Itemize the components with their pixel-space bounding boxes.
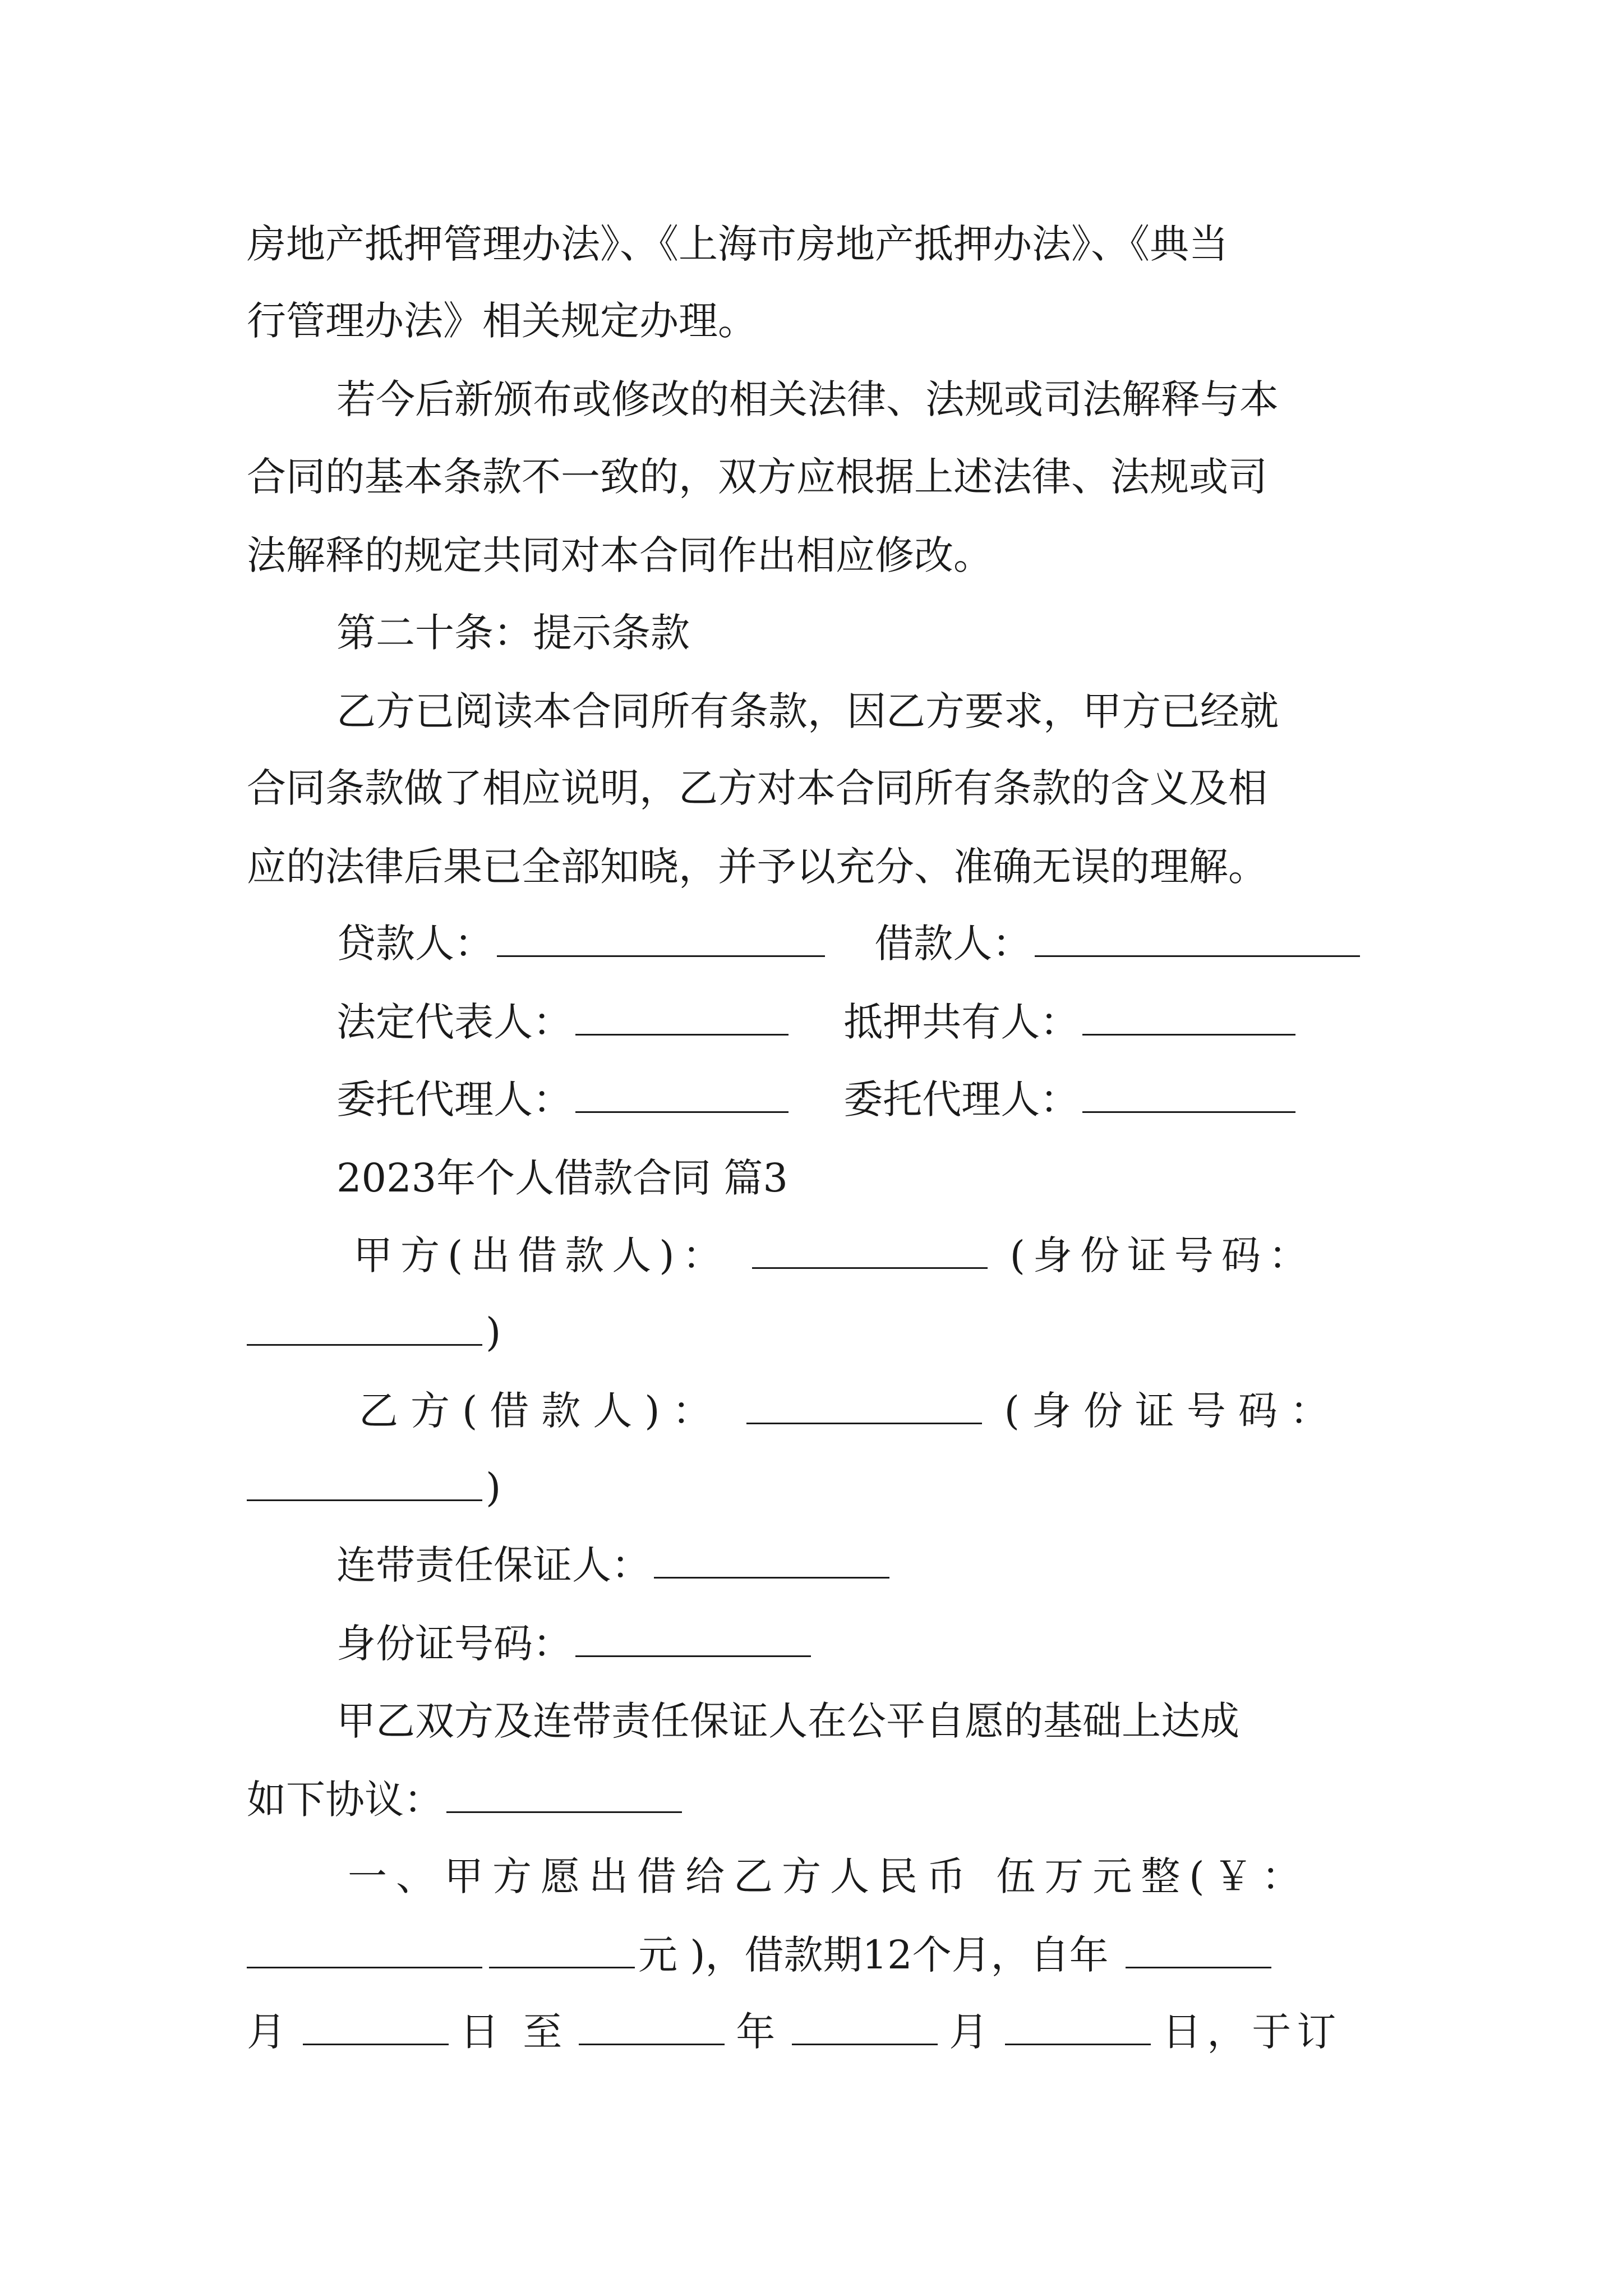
agent-label-1: 委托代理人： (336, 1076, 572, 1122)
year-label: 年 (736, 2009, 781, 2055)
guarantor-blank[interactable] (654, 1538, 889, 1579)
agreement-blank[interactable] (446, 1772, 682, 1813)
party-a-blank[interactable] (752, 1228, 988, 1269)
guarantor-id-row (336, 1616, 1380, 1672)
id-open: (身份证号码： (1009, 1232, 1316, 1278)
party-b-label: 乙方(借款人)： (359, 1388, 724, 1434)
legal-rep-blank[interactable] (575, 995, 789, 1036)
party-b-blank[interactable] (746, 1383, 982, 1424)
borrower-label: 借款人： (874, 921, 1032, 967)
text-line: 若今后新颁布或修改的相关法律、法规或司法解释与本 (336, 376, 1279, 422)
party-a-id-row (247, 1304, 1380, 1360)
party-b-row (359, 1383, 1380, 1439)
co-owner-blank[interactable] (1082, 995, 1295, 1036)
text-line: 房地产抵押管理办法》、《上海市房地产抵押办法》、《典当 (247, 221, 1228, 267)
agent-blank-2[interactable] (1082, 1072, 1295, 1113)
end-year-blank[interactable] (579, 2004, 725, 2045)
co-owner-label: 抵押共有人： (843, 999, 1080, 1045)
month-label-2: 月 (949, 2009, 994, 2055)
text-line: 应的法律后果已全部知晓，并予以充分、准确无误的理解。 (247, 844, 1267, 890)
agent-blank-1[interactable] (575, 1072, 789, 1113)
end-day-blank[interactable] (1005, 2004, 1151, 2045)
agreement-line-2 (247, 1772, 1380, 1828)
id-open: (身份证号码： (1004, 1388, 1341, 1434)
end-month-blank[interactable] (792, 2004, 938, 2045)
start-month-blank[interactable] (303, 2004, 449, 2045)
clause-1-date-row (247, 2004, 1380, 2060)
agreement-line: 甲乙双方及连带责任保证人在公平自愿的基础上达成 (336, 1698, 1239, 1744)
signature-row (336, 915, 1380, 972)
guarantor-id-label: 身份证号码： (336, 1621, 572, 1667)
guarantor-id-blank[interactable] (575, 1616, 811, 1657)
month-label: 月 (247, 2009, 292, 2055)
start-year-blank[interactable] (1126, 1927, 1271, 1968)
signature-row (336, 994, 1380, 1050)
clause-1-line: 一、甲方愿出借给乙方人民币 伍万元整(￥： (348, 1853, 1310, 1899)
agreement-text: 如下协议： (247, 1777, 443, 1823)
lender-label: 贷款人： (336, 921, 494, 967)
clause-1-yuan: 元 )，借款期12个月，自年 (638, 1932, 1109, 1978)
section-title: 2023年个人借款合同 篇3 (336, 1155, 788, 1201)
text-line: 合同的基本条款不一致的，双方应根据上述法律、法规或司 (247, 454, 1267, 500)
close-paren: ) (486, 1309, 501, 1355)
text-line: 乙方已阅读本合同所有条款，因乙方要求，甲方已经就 (336, 688, 1279, 734)
guarantor-row (336, 1537, 1380, 1593)
text-line: 行管理办法》相关规定办理。 (247, 298, 757, 344)
day-to-label: 日 至 (460, 2009, 568, 2055)
party-a-row (353, 1227, 1380, 1283)
agent-label-2: 委托代理人： (843, 1076, 1080, 1122)
party-a-id-blank[interactable] (247, 1305, 482, 1346)
text-line: 合同条款做了相应说明，乙方对本合同所有条款的含义及相 (247, 765, 1267, 811)
amount-blank-2[interactable] (489, 1927, 635, 1968)
party-a-label: 甲方(出借款人)： (353, 1232, 730, 1278)
legal-rep-label: 法定代表人： (336, 999, 572, 1045)
guarantor-label: 连带责任保证人： (336, 1542, 651, 1588)
lender-blank[interactable] (497, 916, 825, 957)
clause-1-end: 日，于订 (1162, 2009, 1342, 2055)
clause-1-amount-row (247, 1927, 1380, 1983)
borrower-blank[interactable] (1035, 916, 1360, 957)
close-paren: ) (486, 1465, 501, 1511)
article-heading: 第二十条：提示条款 (336, 610, 690, 656)
party-b-id-blank[interactable] (247, 1460, 482, 1501)
signature-row (336, 1071, 1380, 1128)
party-b-id-row (247, 1460, 1380, 1516)
text-line: 法解释的规定共同对本合同作出相应修改。 (247, 532, 993, 578)
amount-blank-1[interactable] (247, 1927, 482, 1968)
